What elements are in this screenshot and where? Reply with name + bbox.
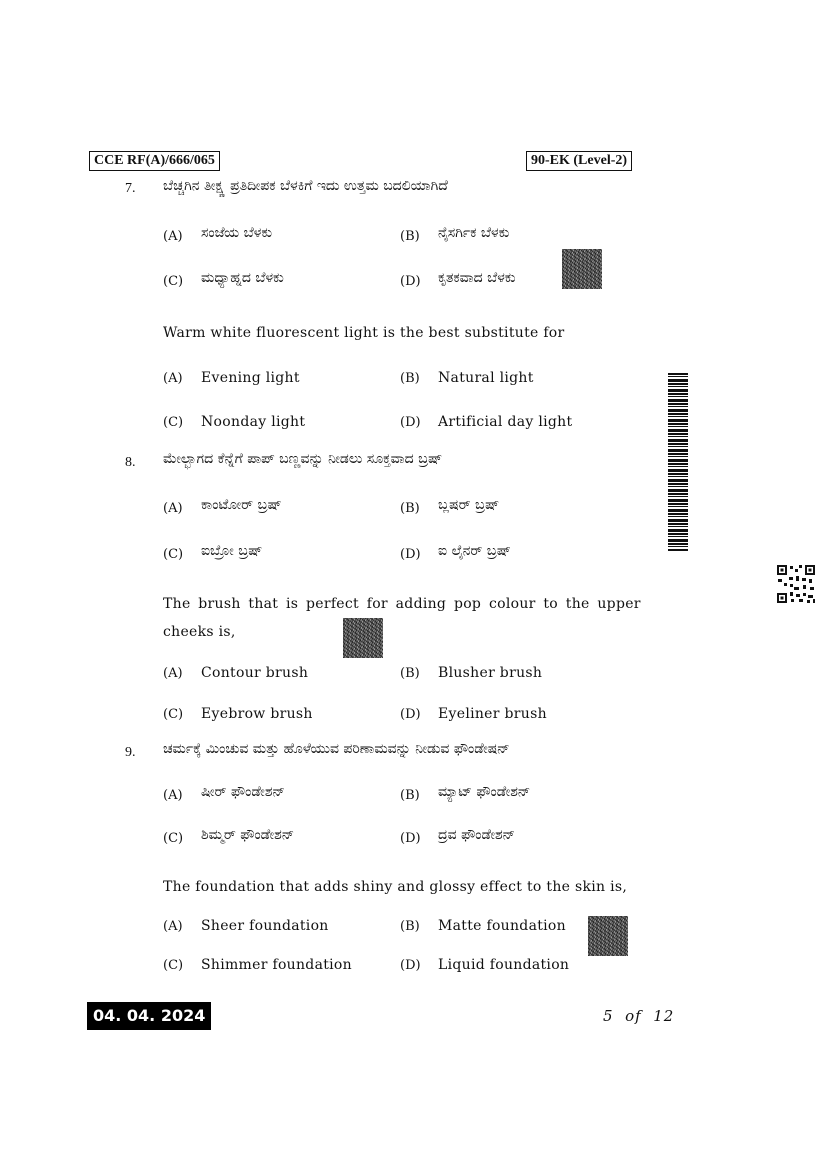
q8-en-option-d-text: Eyeliner brush — [438, 706, 547, 722]
q8-kn-option-a-text: ಕಾಂಟೋರ್ ಬ್ರಷ್ — [201, 497, 282, 513]
q7-en-option-b-label: (B) — [400, 371, 420, 386]
q8-kn-option-b-text: ಬ್ಲಷರ್ ಬ್ರಷ್ — [438, 497, 500, 513]
q9-kn-option-c-text: ಶಿಮ್ಮರ್ ಫೌಂಡೇಶನ್ — [201, 827, 295, 843]
q8-en-option-a-label: (A) — [163, 666, 183, 681]
q9-kn-option-a-text: ಷೀರ್ ಫೌಂಡೇಶನ್ — [201, 784, 285, 800]
q8-en-option-b-text: Blusher brush — [438, 665, 543, 681]
question-7-number: 7. — [125, 181, 136, 196]
exam-date-badge: 04. 04. 2024 — [87, 1002, 211, 1030]
q8-en-option-c-text: Eyebrow brush — [201, 706, 313, 722]
q7-kn-option-c-label: (C) — [163, 274, 184, 289]
q9-kn-option-b-text: ಮ್ಯಾಟ್ ಫೌಂಡೇಶನ್ — [438, 784, 531, 800]
q9-en-option-a-label: (A) — [163, 919, 183, 934]
q8-en-option-d-label: (D) — [400, 707, 421, 722]
q7-kn-option-a-label: (A) — [163, 229, 183, 244]
q9-kn-option-c-label: (C) — [163, 831, 184, 846]
q7-en-option-c-label: (C) — [163, 415, 184, 430]
question-8-kannada: ಮೇಲ್ಭಾಗದ ಕೆನ್ನೆಗೆ ಪಾಪ್ ಬಣ್ಣವನ್ನು ನೀಡಲು ಸೂಕ್ತವಾದ ಬ್ರಷ್ — [163, 451, 443, 467]
q9-en-option-b-label: (B) — [400, 919, 420, 934]
question-8-english-line1: The brush that is perfect for adding pop colour to the upper — [163, 596, 641, 612]
q7-kn-option-d-label: (D) — [400, 274, 421, 289]
q7-en-option-a-text: Evening light — [201, 370, 300, 386]
q9-en-option-a-text: Sheer foundation — [201, 918, 329, 934]
q7-kn-option-b-label: (B) — [400, 229, 420, 244]
question-8-number: 8. — [125, 455, 136, 470]
q9-kn-option-b-label: (B) — [400, 788, 420, 803]
noise-patch-icon — [343, 618, 383, 658]
qr-code-icon — [776, 564, 816, 604]
q7-kn-option-a-text: ಸಂಜೆಯ ಬೆಳಕು — [201, 225, 273, 241]
q7-kn-option-d-text: ಕೃತಕವಾದ ಬೆಳಕು — [438, 270, 516, 286]
q7-kn-option-c-text: ಮಧ್ಯಾಹ್ನದ ಬೆಳಕು — [201, 270, 284, 286]
question-8-english-line2: cheeks is, — [163, 624, 236, 640]
q9-en-option-c-label: (C) — [163, 958, 184, 973]
q9-kn-option-d-label: (D) — [400, 831, 421, 846]
q8-kn-option-d-label: (D) — [400, 547, 421, 562]
paper-code-left: CCE RF(A)/666/065 — [89, 151, 220, 171]
q8-en-option-a-text: Contour brush — [201, 665, 309, 681]
paper-code-right: 90-EK (Level-2) — [526, 151, 632, 171]
q9-kn-option-d-text: ದ್ರವ ಫೌಂಡೇಶನ್ — [438, 827, 515, 843]
question-9-english: The foundation that adds shiny and glossy effect to the skin is, — [163, 879, 628, 895]
q9-en-option-c-text: Shimmer foundation — [201, 957, 352, 973]
q7-en-option-c-text: Noonday light — [201, 414, 306, 430]
barcode-icon — [668, 373, 688, 551]
question-7-kannada: ಬೆಚ್ಚಗಿನ ತೀಕ್ಷ್ಣ ಪ್ರತಿದೀಪಕ ಬೆಳಕಿಗೆ ಇದು ಉತ್ತಮ ಬದಲಿಯಾಗಿದೆ — [163, 178, 448, 194]
q8-kn-option-b-label: (B) — [400, 501, 420, 516]
q7-en-option-d-label: (D) — [400, 415, 421, 430]
q8-kn-option-c-text: ಐಬ್ರೋ ಬ್ರಷ್ — [201, 543, 263, 559]
q7-en-option-a-label: (A) — [163, 371, 183, 386]
question-7-english: Warm white fluorescent light is the best substitute for — [163, 325, 565, 341]
q9-en-option-d-text: Liquid foundation — [438, 957, 570, 973]
q8-kn-option-a-label: (A) — [163, 501, 183, 516]
q7-en-option-d-text: Artificial day light — [438, 414, 573, 430]
q7-kn-option-b-text: ನೈಸರ್ಗಿಕ ಬೆಳಕು — [438, 225, 510, 241]
q9-en-option-d-label: (D) — [400, 958, 421, 973]
q8-kn-option-d-text: ಐ ಲೈನರ್ ಬ್ರಷ್ — [438, 543, 511, 559]
noise-patch-icon — [588, 916, 628, 956]
q7-en-option-b-text: Natural light — [438, 370, 534, 386]
question-9-kannada: ಚರ್ಮಕ್ಕೆ ಮಿಂಚುವ ಮತ್ತು ಹೊಳೆಯುವ ಪರಿಣಾಮವನ್ನು ನೀಡುವ ಫೌಂಡೇಷನ್ — [163, 741, 510, 757]
q9-en-option-b-text: Matte foundation — [438, 918, 566, 934]
q8-en-option-b-label: (B) — [400, 666, 420, 681]
q8-kn-option-c-label: (C) — [163, 547, 184, 562]
question-9-number: 9. — [125, 745, 136, 760]
q9-kn-option-a-label: (A) — [163, 788, 183, 803]
noise-patch-icon — [562, 249, 602, 289]
page-number: 5 of 12 — [603, 1007, 675, 1025]
q8-en-option-c-label: (C) — [163, 707, 184, 722]
